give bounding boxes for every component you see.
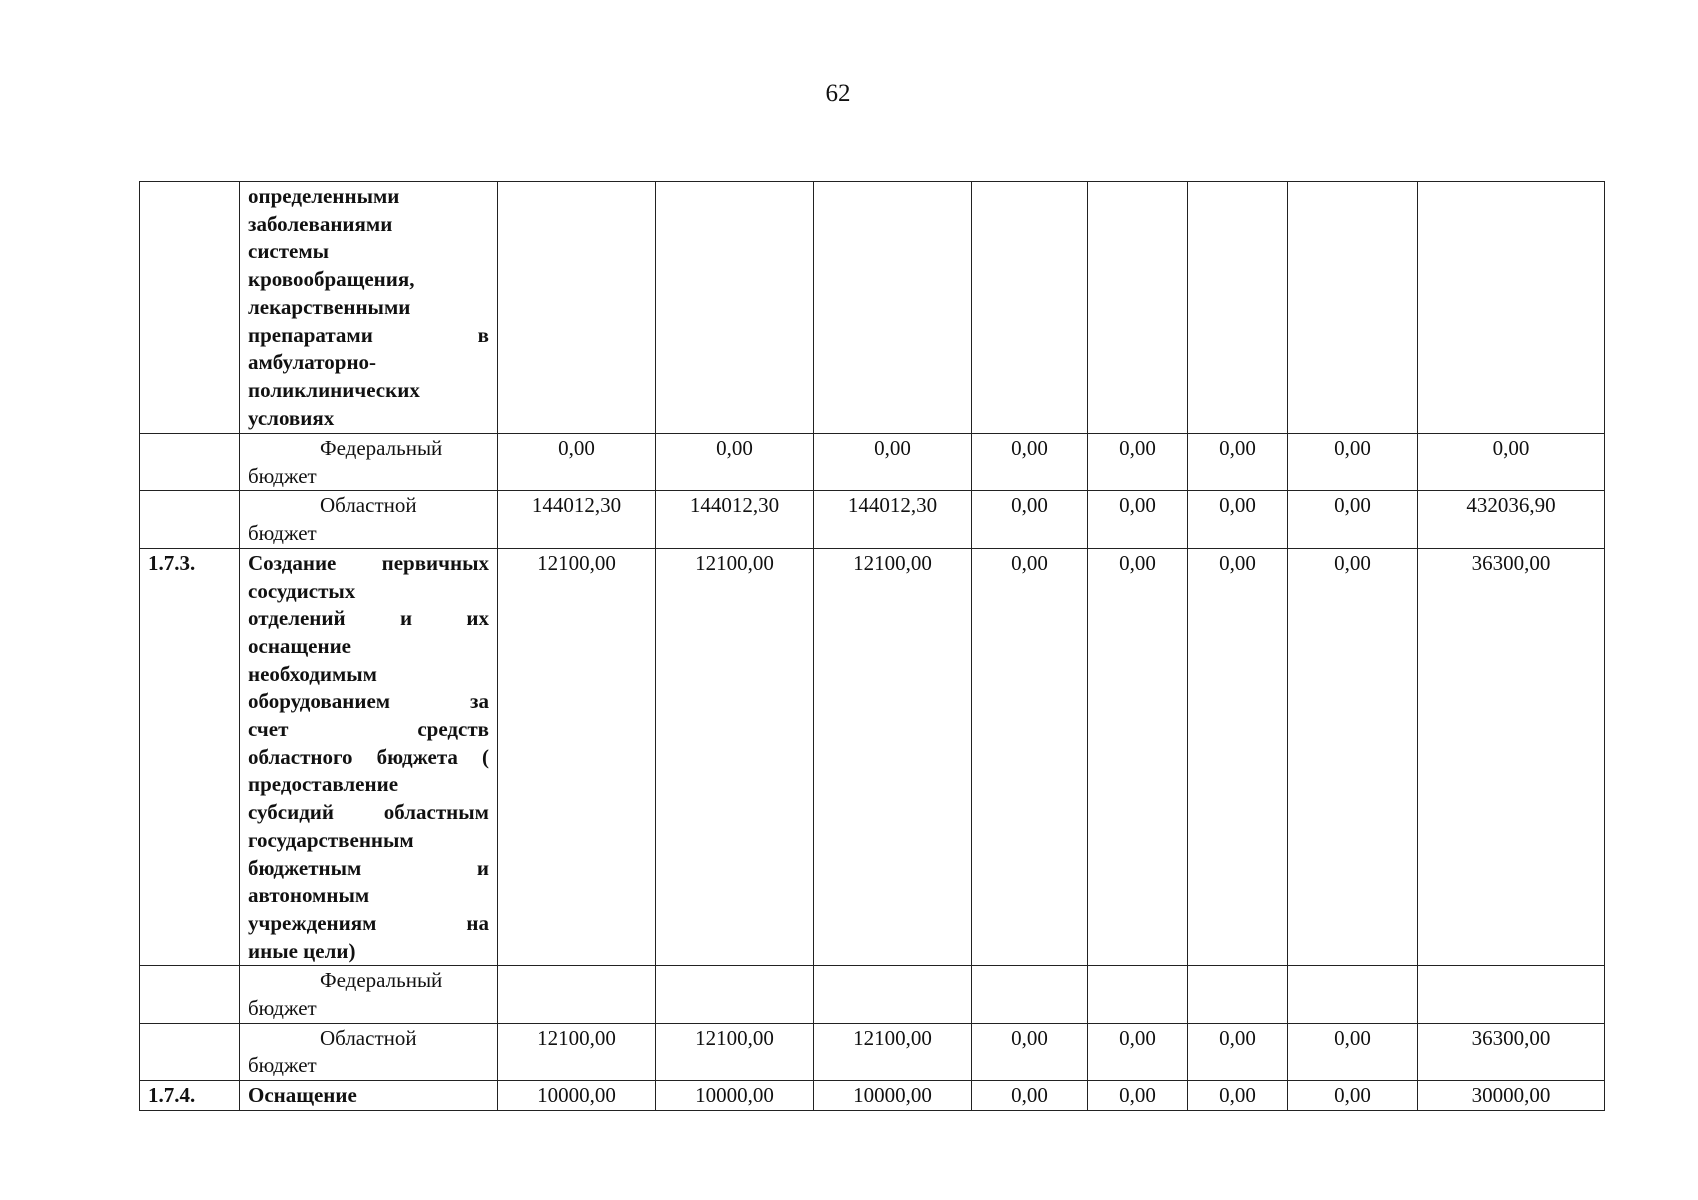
total-cell: 0,00 [1418,434,1605,491]
value-cell [498,182,656,434]
value-cell: 0,00 [1088,548,1188,966]
budget-source-label-cont: бюджет [248,463,317,488]
value-cell [1188,182,1288,434]
row-code [140,1023,240,1080]
value-cell: 0,00 [1088,1081,1188,1111]
value-cell [656,182,814,434]
page-number: 62 [825,80,851,107]
row-description [240,966,498,1023]
value-cell: 0,00 [1188,491,1288,548]
row-code [140,434,240,491]
value-cell: 10000,00 [656,1081,814,1111]
description-line: системы [248,239,330,264]
table-row [140,1081,1605,1111]
value-cell: 0,00 [972,1081,1088,1111]
total-cell: 30000,00 [1418,1081,1605,1111]
budget-source-label: Областной [320,1025,417,1050]
row-code [140,966,240,1023]
description-line: оборудованием за [248,689,489,714]
budget-source-label-cont: бюджет [248,1053,317,1078]
value-cell [972,966,1088,1023]
budget-table [139,181,1605,1111]
description-line: сосудистых [248,578,356,603]
value-cell: 0,00 [656,434,814,491]
description-line: областного бюджета ( [248,744,489,769]
total-cell: 432036,90 [1418,491,1605,548]
description-line: Создание первичных [248,550,489,575]
table-row [140,491,1605,548]
budget-source-label: Федеральный [320,968,443,993]
description-line: лекарственными [248,294,411,319]
description-line: счет средств [248,717,489,742]
table-row [140,548,1605,966]
value-cell: 10000,00 [814,1081,972,1111]
row-description [240,434,498,491]
value-cell: 0,00 [814,434,972,491]
description-line: отделений и их [248,606,489,631]
value-cell: 0,00 [1188,1081,1288,1111]
total-cell: 36300,00 [1418,548,1605,966]
value-cell: 12100,00 [656,1023,814,1080]
row-description [240,1023,498,1080]
value-cell: 0,00 [498,434,656,491]
value-cell: 12100,00 [656,548,814,966]
table-row [140,1023,1605,1080]
row-code: 1.7.3. [140,548,240,966]
budget-source-label-cont: бюджет [248,996,317,1021]
value-cell: 0,00 [1188,434,1288,491]
description-line: условиях [248,405,335,430]
row-description [240,182,498,434]
value-cell: 0,00 [972,491,1088,548]
value-cell: 0,00 [1288,548,1418,966]
value-cell: 0,00 [972,1023,1088,1080]
description-line: определенными [248,184,400,208]
value-cell: 0,00 [1288,434,1418,491]
value-cell: 12100,00 [814,1023,972,1080]
value-cell: 144012,30 [656,491,814,548]
description-line: препаратами в [248,322,489,347]
value-cell [1288,182,1418,434]
description-line: бюджетным и [248,855,489,880]
total-cell [1418,182,1605,434]
description-line: иные цели) [248,938,356,963]
description-line: автономным [248,883,370,908]
value-cell [972,182,1088,434]
budget-source-label: Областной [320,493,417,518]
description-line: государственным [248,827,414,852]
value-cell: 0,00 [1188,1023,1288,1080]
row-code [140,182,240,434]
value-cell: 0,00 [1188,548,1288,966]
row-description [240,491,498,548]
description-line: предоставление [248,772,399,797]
description-line: поликлинических [248,377,420,402]
description-line: заболеваниями [248,211,393,236]
value-cell [1188,966,1288,1023]
description-line: амбулаторно- [248,350,377,375]
value-cell: 0,00 [972,434,1088,491]
table-body [140,182,1605,1111]
value-cell: 12100,00 [814,548,972,966]
value-cell: 144012,30 [814,491,972,548]
value-cell [1088,182,1188,434]
value-cell: 0,00 [1288,491,1418,548]
description-line: необходимым [248,661,377,686]
value-cell [656,966,814,1023]
row-description [240,548,498,966]
row-description [240,1081,498,1111]
value-cell [498,966,656,1023]
value-cell: 0,00 [1288,1081,1418,1111]
value-cell: 12100,00 [498,548,656,966]
description-line: оснащение [248,633,351,658]
budget-source-label: Федеральный [320,436,443,460]
description-line: субсидий областным [248,800,489,825]
row-code: 1.7.4. [140,1081,240,1111]
description-line: Оснащение [248,1083,357,1108]
value-cell: 0,00 [972,548,1088,966]
value-cell: 0,00 [1088,434,1188,491]
value-cell: 10000,00 [498,1081,656,1111]
table-row [140,182,1605,434]
total-cell: 36300,00 [1418,1023,1605,1080]
row-code [140,491,240,548]
value-cell: 144012,30 [498,491,656,548]
value-cell [1288,966,1418,1023]
value-cell [814,182,972,434]
table-row [140,434,1605,491]
value-cell: 0,00 [1088,1023,1188,1080]
value-cell: 0,00 [1288,1023,1418,1080]
budget-source-label-cont: бюджет [248,521,317,546]
value-cell [814,966,972,1023]
value-cell: 12100,00 [498,1023,656,1080]
value-cell: 0,00 [1088,491,1188,548]
description-line: кровообращения, [248,267,415,292]
total-cell [1418,966,1605,1023]
value-cell [1088,966,1188,1023]
description-line: учреждениям на [248,910,489,935]
table-row [140,966,1605,1023]
